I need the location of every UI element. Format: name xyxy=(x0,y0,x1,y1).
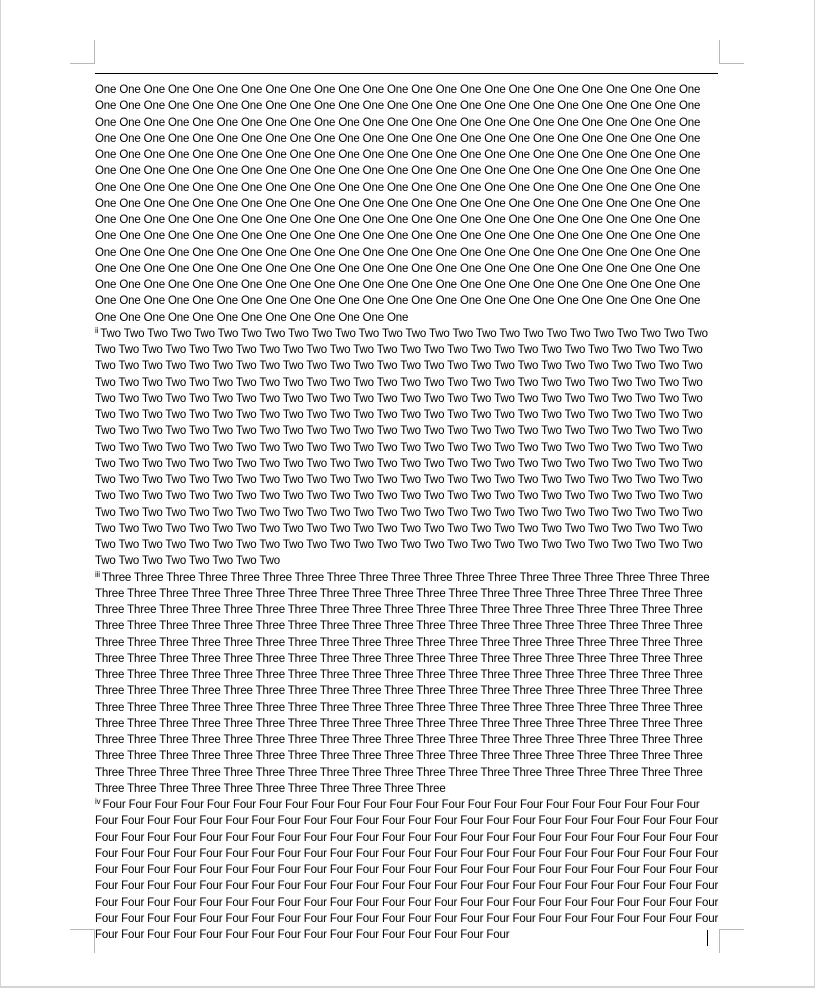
endnote-1[interactable] xyxy=(95,82,720,326)
crop-mark-bottom-left-horizontal xyxy=(70,929,95,930)
endnote-3-text: Three Three Three Three Three Three Three Three Three Three Three Three Three Three Three Three Three Three Three Three Three Three Three Three Three Three Three Three Three Three Three Three Three Three Three Three Three Three Three Three Three Three Three Three Three Three Three Three Three Three Three Three Three Three Three Three Three Three Three Three Three Three Three Three Three Three Three Three Three Three Three Three Three Three Three Three Three Three Three Three Three Three Three Three Three Three Three Three Three Three Three Three Three Three Three Three Three Three Three Three Three Three Three Three Three Three Three Three Three Three Three Three Three Three Three Three Three Three Three Three Three Three Three Three Three Three Three Three Three Three Three Three Three Three Three Three Three Three Three Three Three Three Three Three Three Three Three Three Three Three Three Three Three Three Three Three Three Three Three Three Three Three Three Three Three Three Three Three Three Three Three Three Three Three Three Three Three Three Three Three Three Three Three Three Three Three Three Three Three Three Three Three Three Three Three Three Three Three Three Three Three Three Three Three Three Three Three Three Three Three Three Three Three Three Three Three Three Three Three Three Three Three Three Three Three Three Three Three Three Three Three Three Three Three Three Three Three Three Three Three Three Three Three Three Three Three Three Three Three Three Three Three Three Three Three Three Three Three xyxy=(95,571,710,795)
page-left-edge xyxy=(0,0,1,988)
crop-mark-top-left-horizontal xyxy=(70,63,95,64)
endnote-3[interactable] xyxy=(95,570,720,798)
endnote-separator xyxy=(95,73,718,74)
endnote-4-mark: iv xyxy=(95,797,101,806)
endnote-2-mark: ii xyxy=(95,325,99,335)
endnote-4-text: Four Four Four Four Four Four Four Four Four Four Four Four Four Four Four Four Four Four Four Four Four Four Four Four Four Four Four Four Four Four Four Four Four Four Four Four Four Four Four Four Four Four Four Four Four Four Four Four Four Four Four Four Four Four Four Four Four Four Four Four Four Four Four Four Four Four Four Four Four Four Four Four Four Four Four Four Four Four Four Four Four Four Four Four Four Four Four Four Four Four Four Four Four Four Four Four Four Four Four Four Four Four Four Four Four Four Four Four Four Four Four Four Four Four Four Four Four Four Four Four Four Four Four Four Four Four Four Four Four Four Four Four Four Four Four Four Four Four Four Four Four Four Four Four Four Four Four Four Four Four Four Four Four Four Four Four Four Four Four Four Four Four Four Four Four Four Four Four Four Four Four Four Four Four Four Four Four Four Four Four Four Four Four Four Four Four Four Four Four Four Four Four Four Four Four Four Four Four Four Four Four Four Four Four Four Four Four xyxy=(95,799,719,941)
endnote-2-text: Two Two Two Two Two Two Two Two Two Two Two Two Two Two Two Two Two Two Two Two Two Two Two Two Two Two Two Two Two Two Two Two Two Two Two Two Two Two Two Two Two Two Two Two Two Two Two Two Two Two Two Two Two Two Two Two Two Two Two Two Two Two Two Two Two Two Two Two Two Two Two Two Two Two Two Two Two Two Two Two Two Two Two Two Two Two Two Two Two Two Two Two Two Two Two Two Two Two Two Two Two Two Two Two Two Two Two Two Two Two Two Two Two Two Two Two Two Two Two Two Two Two Two Two Two Two Two Two Two Two Two Two Two Two Two Two Two Two Two Two Two Two Two Two Two Two Two Two Two Two Two Two Two Two Two Two Two Two Two Two Two Two Two Two Two Two Two Two Two Two Two Two Two Two Two Two Two Two Two Two Two Two Two Two Two Two Two Two Two Two Two Two Two Two Two Two Two Two Two Two Two Two Two Two Two Two Two Two Two Two Two Two Two Two Two Two Two Two Two Two Two Two Two Two Two Two Two Two Two Two Two Two Two Two Two Two Two Two Two Two Two Two Two Two Two Two Two Two Two Two Two Two Two Two Two Two Two Two Two Two Two Two Two Two Two Two Two Two Two Two Two Two Two Two Two Two Two Two Two Two Two Two Two Two Two Two Two Two Two Two Two Two Two Two Two Two Two Two Two Two Two Two Two Two Two Two Two Two Two Two Two Two Two Two Two Two Two Two Two Two Two Two Two Two Two Two Two Two Two Two Two Two Two Two Two Two Two Two Two Two Two Two Two Two Two Two Two Two Two Two Two Two Two Two Two Two Two Two Two Two Two Two Two Two Two Two Two Two Two Two Two Two xyxy=(95,327,708,568)
text-cursor xyxy=(707,930,708,946)
endnote-1-text: One One One One One One One One One One One One One One One One One One One One One One One One One One One One One One One One One One One One One One One One One One One One One One One One One One One One One One One One One One One One One One One One One One One One One One One One One One One One One One One One One One One One One One One One One One One One One One One One One One One One One One One One One One One One One One One One One One One One One One One One One One One One One One One One One One One One One One One One One One One One One One One One One One One One One One One One One One One One One One One One One One One One One One One One One One One One One One One One One One One One One One One One One One One One One One One One One One One One One One One One One One One One One One One One One One One One One One One One One One One One One One One One One One One One One One One One One One One One One One One One One One One One One One One One One One One One One One One One One One One One One One One One One One One One One One One One One One One One One One One One One One One One One One One One One One One One One One One One One One One One One One One One One One One One One One One One One One One One One One One One One One One One One One One One One One One One One One One One One One One One One One One One One One One One One One One One One One One One One One One One One One One xyxy=(95,84,701,324)
endnote-3-mark: iii xyxy=(95,569,100,579)
endnote-4[interactable] xyxy=(95,797,720,943)
crop-mark-top-right-vertical xyxy=(719,40,720,64)
crop-mark-top-right-horizontal xyxy=(719,63,744,64)
endnote-2[interactable] xyxy=(95,326,720,570)
crop-mark-top-left-vertical xyxy=(94,40,95,64)
endnotes-area[interactable] xyxy=(95,82,720,943)
crop-mark-bottom-right-horizontal xyxy=(719,929,744,930)
